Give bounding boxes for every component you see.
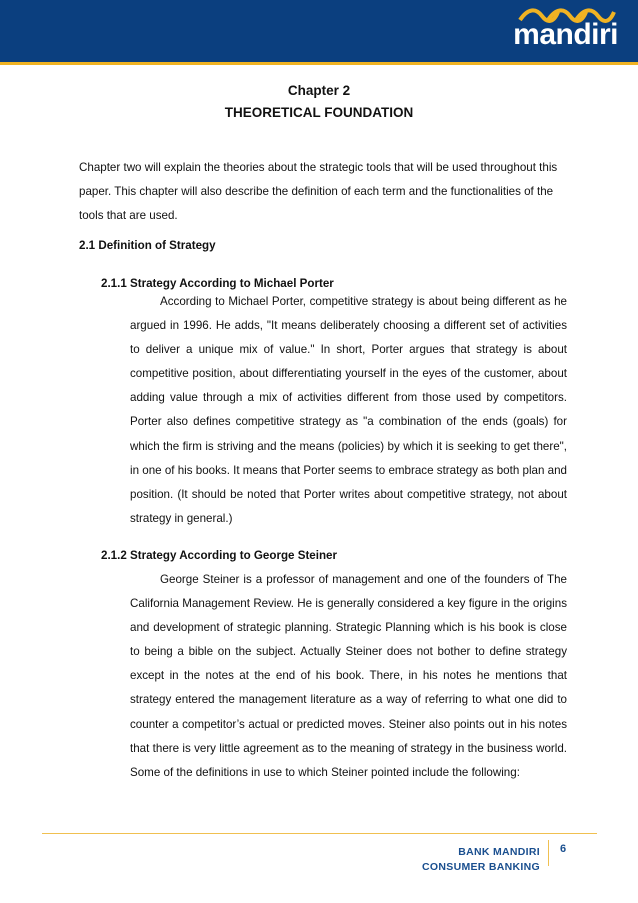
subsection-heading-porter: 2.1.1 Strategy According to Michael Porter bbox=[101, 277, 334, 290]
intro-paragraph: Chapter two will explain the theories about the strategic tools that will be used throughout this paper. This chapter will also describe the definition of each term and the functionalities of the tools that are used. bbox=[79, 161, 558, 223]
footer-rule bbox=[42, 833, 597, 834]
page-number: 6 bbox=[560, 843, 567, 855]
footer-unit-name: CONSUMER BANKING bbox=[422, 861, 540, 873]
porter-paragraph bbox=[130, 290, 567, 531]
mandiri-logo-text: mandiri bbox=[513, 18, 618, 51]
footer-bank-name: BANK MANDIRI bbox=[458, 846, 540, 858]
footer-bank-block bbox=[422, 845, 540, 875]
footer-divider bbox=[548, 840, 549, 866]
header-gold-stripe bbox=[0, 62, 638, 65]
chapter-title-block bbox=[0, 80, 638, 124]
section-heading: 2.1 Definition of Strategy bbox=[79, 239, 216, 252]
steiner-text: George Steiner is a professor of management and one of the founders of The California Management Review. He is generally considered a key figure in the origins and development of strategic planning. Strategic Planning which is his book is close to being a bible on the subject. Actually Steiner does not bother to define strategy except in the notes at the end of his book. There, in his notes he mentions that strategy entered the management literature as a way of referring to what one did to counter a competitor’s actual or predicted moves. Steiner also points out in his notes that there is very little agreement as to the meaning of strategy in the business world. Some of the definitions in use to which Steiner pointed include the following: bbox=[130, 573, 567, 779]
subsection-heading-steiner: 2.1.2 Strategy According to George Steiner bbox=[101, 549, 338, 562]
header-banner bbox=[0, 0, 638, 62]
chapter-heading: THEORETICAL FOUNDATION bbox=[224, 105, 414, 120]
steiner-paragraph bbox=[130, 568, 567, 785]
chapter-label: Chapter 2 bbox=[287, 83, 351, 98]
porter-text: According to Michael Porter, competitive strategy is about being different as he argued in 1996. He adds, "It means deliberately choosing a different set of activities to deliver a unique mix of value." In short, Porter argues that strategy is about competitive position, about differentiating yourself in the eyes of the customer, about adding value through a mix of activities different from those used by competitors. Porter also defines competitive strategy as "a combination of the ends (goals) for which the firm is striving and the means (policies) by which it is seeking to get there", in one of his books. It means that Porter seems to embrace strategy as both plan and position. (It should be noted that Porter writes about competitive strategy, not about strategy in general.) bbox=[130, 295, 567, 525]
